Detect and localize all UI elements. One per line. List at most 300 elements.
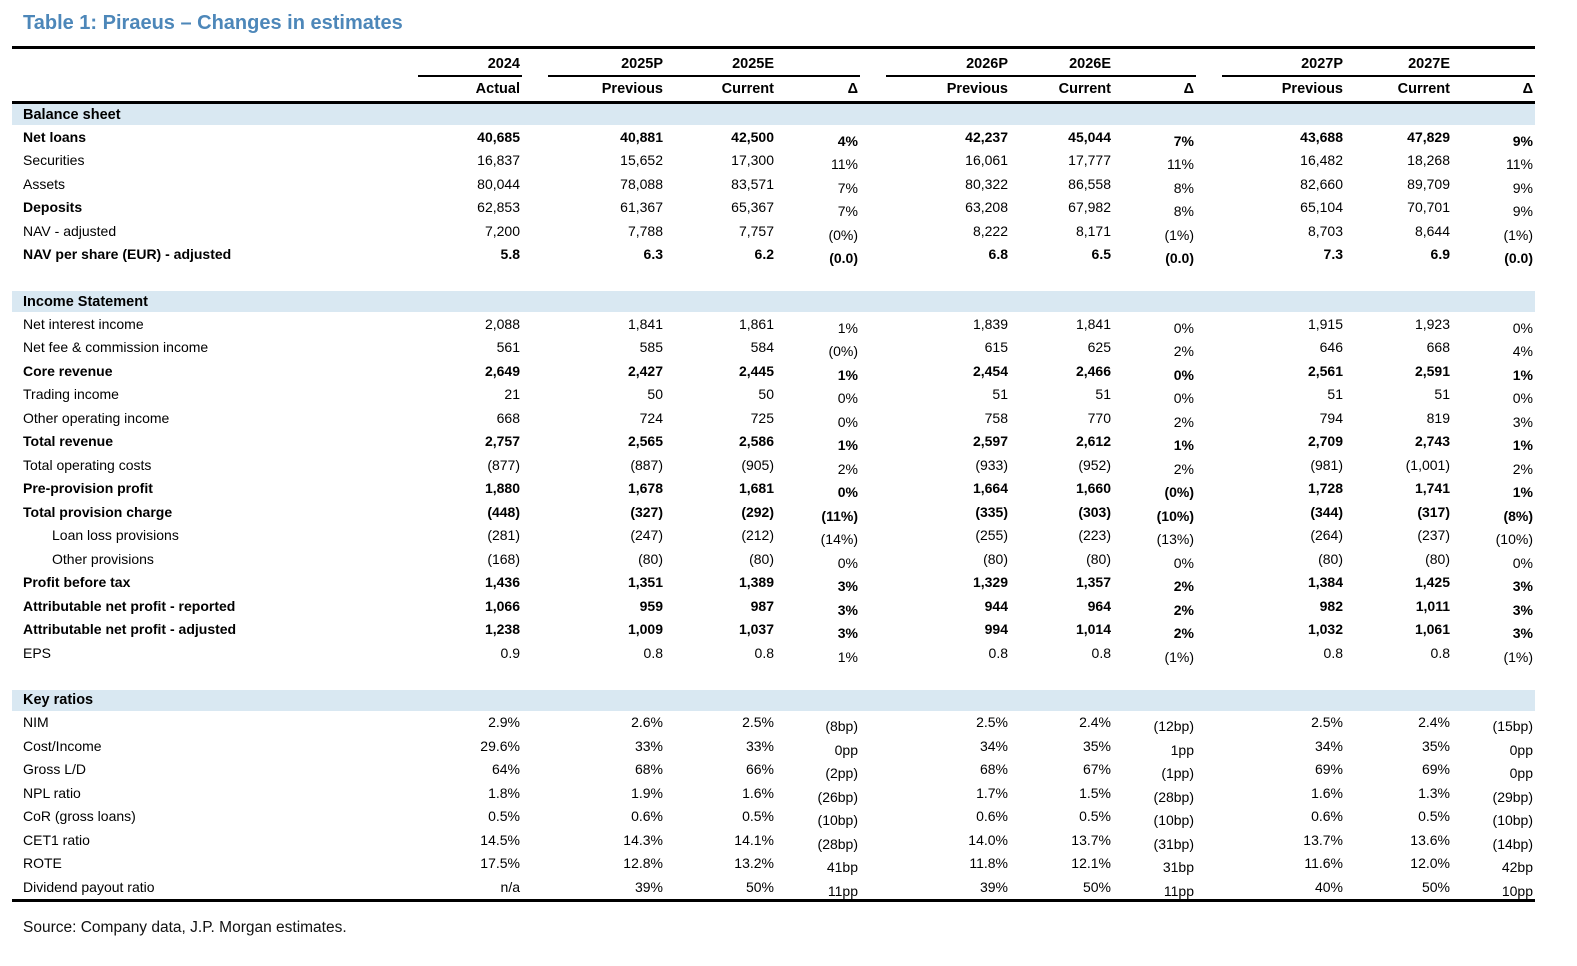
year-2027e: 2027E — [1345, 48, 1452, 78]
value-cell: (255) — [975, 527, 1008, 544]
table-row — [12, 196, 1535, 220]
row-label: Total operating costs — [23, 456, 152, 473]
delta-cell: 42bp — [1501, 859, 1533, 876]
value-cell: 1.9% — [631, 784, 663, 801]
value-cell: 8,644 — [1414, 222, 1450, 239]
value-cell: 7,757 — [738, 222, 774, 239]
value-cell: (981) — [1310, 456, 1343, 473]
value-cell: 14.0% — [968, 831, 1008, 848]
section-title: Income Statement — [12, 291, 1535, 312]
row-label: Cost/Income — [23, 737, 102, 754]
value-cell: 0.8 — [1091, 644, 1111, 661]
delta-cell: 0pp — [1509, 741, 1533, 758]
row-label: Dividend payout ratio — [23, 878, 155, 895]
row-label: Loan loss provisions — [52, 527, 179, 544]
delta-cell: (2pp) — [825, 765, 858, 782]
value-cell: 6.3 — [643, 246, 663, 263]
value-cell: (1,001) — [1405, 456, 1450, 473]
value-cell: 35% — [1421, 737, 1450, 754]
value-cell: 6.5 — [1091, 246, 1111, 263]
table-row — [12, 477, 1535, 501]
value-cell: 819 — [1426, 409, 1450, 426]
value-cell: 1,861 — [738, 315, 774, 332]
value-cell: (292) — [741, 503, 774, 520]
value-cell: 1,014 — [1075, 621, 1111, 638]
col-delta-2025: Δ — [776, 77, 860, 103]
delta-cell: (12bp) — [1153, 718, 1194, 735]
delta-cell: 0% — [1173, 554, 1194, 571]
col-delta-2027: Δ — [1452, 77, 1535, 103]
value-cell: 42,237 — [965, 128, 1008, 145]
value-cell: (317) — [1417, 503, 1450, 520]
value-cell: (887) — [630, 456, 663, 473]
value-cell: 16,482 — [1300, 152, 1343, 169]
value-cell: 83,571 — [731, 175, 774, 192]
value-cell: 40% — [1314, 878, 1343, 895]
value-cell: 1,923 — [1414, 315, 1450, 332]
value-cell: (281) — [487, 527, 520, 544]
value-cell: 69% — [1421, 761, 1450, 778]
value-cell: 5.8 — [500, 246, 520, 263]
value-cell: 86,558 — [1068, 175, 1111, 192]
value-cell: 13.2% — [734, 855, 774, 872]
value-cell: (80) — [638, 550, 663, 567]
value-cell: 35% — [1082, 737, 1111, 754]
value-cell: 7,200 — [484, 222, 520, 239]
value-cell: 18,268 — [1407, 152, 1450, 169]
value-cell: 2.6% — [631, 714, 663, 731]
value-cell: 964 — [1087, 597, 1111, 614]
row-label: Net interest income — [23, 315, 144, 332]
value-cell: 1,351 — [627, 574, 663, 591]
value-cell: 50% — [1082, 878, 1111, 895]
delta-cell: 0pp — [1509, 765, 1533, 782]
value-cell: 1,839 — [972, 315, 1008, 332]
value-cell: 1,384 — [1307, 574, 1343, 591]
section-spacer — [12, 266, 1535, 291]
value-cell: 585 — [639, 339, 663, 356]
delta-cell: (0%) — [1164, 484, 1194, 501]
value-cell: 50 — [758, 386, 774, 403]
delta-cell: 11% — [1506, 156, 1533, 173]
delta-cell: 3% — [1512, 578, 1533, 595]
value-cell: 1,066 — [484, 597, 520, 614]
value-cell: 2.4% — [1079, 714, 1111, 731]
value-cell: 63,208 — [965, 199, 1008, 216]
row-label: CoR (gross loans) — [23, 808, 136, 825]
delta-cell: 1% — [1512, 484, 1533, 501]
year-2026e: 2026E — [1010, 48, 1113, 78]
table-row — [12, 172, 1535, 196]
value-cell: 69% — [1314, 761, 1343, 778]
delta-cell: (10%) — [1156, 507, 1194, 524]
delta-cell: 11pp — [827, 882, 858, 899]
delta-cell: 1% — [1173, 437, 1194, 454]
value-cell: 1.3% — [1418, 784, 1450, 801]
value-cell: 17,777 — [1068, 152, 1111, 169]
delta-cell: 4% — [1512, 343, 1533, 360]
value-cell: (223) — [1078, 527, 1111, 544]
delta-cell: 10pp — [1501, 882, 1533, 899]
delta-cell: 7% — [1173, 132, 1194, 149]
delta-cell: (10bp) — [1153, 812, 1194, 829]
value-cell: 1,357 — [1075, 574, 1111, 591]
value-cell: 794 — [1319, 409, 1343, 426]
table-row — [12, 828, 1535, 852]
col-delta-2026: Δ — [1113, 77, 1196, 103]
value-cell: 2.9% — [488, 714, 520, 731]
value-cell: 0.6% — [631, 808, 663, 825]
row-label: ROTE — [23, 855, 62, 872]
value-cell: 1,329 — [972, 574, 1008, 591]
delta-cell: 0pp — [834, 741, 858, 758]
value-cell: 1,037 — [738, 621, 774, 638]
value-cell: (327) — [630, 503, 663, 520]
value-cell: 982 — [1319, 597, 1343, 614]
value-cell: 64% — [491, 761, 520, 778]
year-2024: 2024 — [418, 48, 522, 78]
value-cell: 11.6% — [1304, 855, 1343, 872]
value-cell: 2,612 — [1075, 433, 1111, 450]
value-cell: 1,436 — [484, 574, 520, 591]
delta-cell: 0% — [837, 554, 858, 571]
value-cell: 2,586 — [738, 433, 774, 450]
row-label: Securities — [23, 152, 85, 169]
value-cell: 1,011 — [1415, 597, 1450, 614]
table-row — [12, 547, 1535, 571]
value-cell: 8,222 — [972, 222, 1008, 239]
delta-cell: 3% — [1512, 601, 1533, 618]
value-cell: 68% — [979, 761, 1008, 778]
value-cell: 2.5% — [976, 714, 1008, 731]
delta-cell: (28bp) — [1153, 788, 1194, 805]
value-cell: n/a — [500, 878, 520, 895]
delta-cell: 4% — [837, 132, 858, 149]
year-2027p: 2027P — [1196, 48, 1345, 78]
table-row — [12, 734, 1535, 758]
delta-cell: (29bp) — [1492, 788, 1533, 805]
value-cell: 13.7% — [1071, 831, 1111, 848]
value-cell: 1,880 — [484, 480, 520, 497]
value-cell: 0.8 — [643, 644, 663, 661]
value-cell: 29.6% — [480, 737, 520, 754]
delta-cell: (0.0) — [1504, 250, 1533, 267]
value-cell: 625 — [1087, 339, 1111, 356]
value-cell: 2,597 — [972, 433, 1008, 450]
value-cell: 2.5% — [742, 714, 774, 731]
value-cell: 1.5% — [1079, 784, 1111, 801]
row-label: Other operating income — [23, 409, 170, 426]
value-cell: 1.7% — [976, 784, 1008, 801]
table-header — [12, 48, 1535, 103]
table-row — [12, 781, 1535, 805]
value-cell: (877) — [487, 456, 520, 473]
value-cell: 0.5% — [1418, 808, 1450, 825]
value-cell: (264) — [1310, 527, 1343, 544]
row-label: Assets — [23, 175, 66, 192]
value-cell: (80) — [749, 550, 774, 567]
value-cell: 2,591 — [1414, 362, 1450, 379]
value-cell: 12.1% — [1071, 855, 1111, 872]
table-row — [12, 243, 1535, 267]
value-cell: 40,685 — [477, 128, 520, 145]
table-row — [12, 524, 1535, 548]
delta-cell: 0% — [1512, 554, 1533, 571]
delta-cell: 8% — [1173, 179, 1194, 196]
delta-cell: (14bp) — [1492, 835, 1533, 852]
value-cell: 51 — [1095, 386, 1111, 403]
value-cell: 67,982 — [1068, 199, 1111, 216]
estimates-table — [12, 46, 1535, 902]
value-cell: 2,466 — [1075, 362, 1111, 379]
delta-cell: (10%) — [1495, 531, 1533, 548]
value-cell: 668 — [1426, 339, 1450, 356]
delta-cell: 2% — [1173, 578, 1194, 595]
table-row — [12, 875, 1535, 900]
delta-cell: 3% — [837, 625, 858, 642]
row-label: Profit before tax — [23, 574, 131, 591]
delta-cell: (13%) — [1156, 531, 1194, 548]
table-row — [12, 805, 1535, 829]
delta-cell: (0.0) — [1165, 250, 1194, 267]
table-row — [12, 618, 1535, 642]
value-cell: 33% — [634, 737, 663, 754]
value-cell: 668 — [496, 409, 520, 426]
delta-cell: 1% — [837, 437, 858, 454]
value-cell: 1,009 — [627, 621, 663, 638]
value-cell: 50 — [647, 386, 663, 403]
value-cell: (80) — [983, 550, 1008, 567]
row-label: Total provision charge — [23, 503, 173, 520]
source-note: Source: Company data, J.P. Morgan estimates. — [23, 918, 347, 936]
col-previous-2025: Previous — [522, 77, 665, 103]
table-row — [12, 571, 1535, 595]
delta-cell: (1%) — [1164, 226, 1194, 243]
row-label: Deposits — [23, 199, 83, 216]
delta-cell: 0% — [837, 413, 858, 430]
table-row — [12, 336, 1535, 360]
delta-cell: 2% — [1173, 625, 1194, 642]
delta-cell: 41bp — [826, 859, 858, 876]
year-delta-1 — [776, 48, 860, 78]
value-cell: 0.8 — [1323, 644, 1343, 661]
section-title: Balance sheet — [12, 103, 1535, 126]
row-label: Net fee & commission income — [23, 339, 209, 356]
year-header-row — [12, 48, 1535, 78]
value-cell: 14.3% — [623, 831, 663, 848]
value-cell: 16,837 — [477, 152, 520, 169]
value-cell: 987 — [750, 597, 774, 614]
delta-cell: 11% — [831, 156, 858, 173]
table-row — [12, 219, 1535, 243]
value-cell: 39% — [634, 878, 663, 895]
row-label: Attributable net profit - reported — [23, 597, 236, 614]
delta-cell: 9% — [1512, 132, 1533, 149]
value-cell: 80,322 — [965, 175, 1008, 192]
value-cell: 17.5% — [480, 855, 520, 872]
value-cell: 0.6% — [976, 808, 1008, 825]
section-spacer — [12, 665, 1535, 690]
delta-cell: 0% — [1512, 390, 1533, 407]
delta-cell: 0% — [1173, 366, 1194, 383]
value-cell: (344) — [1310, 503, 1343, 520]
value-cell: 2,743 — [1414, 433, 1450, 450]
value-cell: 1.6% — [1311, 784, 1343, 801]
value-cell: 2,561 — [1307, 362, 1343, 379]
value-cell: 62,853 — [477, 199, 520, 216]
table-row — [12, 852, 1535, 876]
value-cell: 0.9 — [500, 644, 520, 661]
year-2025p: 2025P — [522, 48, 665, 78]
value-cell: 89,709 — [1407, 175, 1450, 192]
year-delta-2 — [1113, 48, 1196, 78]
table-title: Table 1: Piraeus – Changes in estimates — [23, 12, 403, 34]
table-row — [12, 430, 1535, 454]
delta-cell: 0% — [1173, 390, 1194, 407]
value-cell: 21 — [504, 386, 520, 403]
delta-cell: 7% — [837, 203, 858, 220]
value-cell: (335) — [975, 503, 1008, 520]
table-row — [12, 359, 1535, 383]
table-row — [12, 383, 1535, 407]
value-cell: 6.2 — [754, 246, 774, 263]
value-cell: 2,757 — [484, 433, 520, 450]
value-cell: 1,681 — [738, 480, 774, 497]
value-cell: 66% — [745, 761, 774, 778]
delta-cell: (8bp) — [825, 718, 858, 735]
table-body — [12, 103, 1535, 901]
value-cell: 1,664 — [972, 480, 1008, 497]
value-cell: 13.6% — [1410, 831, 1450, 848]
table-row — [12, 125, 1535, 149]
value-cell: 0.6% — [1311, 808, 1343, 825]
delta-cell: 3% — [1512, 413, 1533, 430]
value-cell: (933) — [975, 456, 1008, 473]
delta-cell: (0%) — [828, 343, 858, 360]
delta-cell: 1% — [837, 648, 858, 665]
value-cell: 6.8 — [988, 246, 1008, 263]
value-cell: 50% — [1421, 878, 1450, 895]
value-cell: 12.0% — [1410, 855, 1450, 872]
row-label: Pre-provision profit — [23, 480, 153, 497]
section-header-row — [12, 690, 1535, 711]
delta-cell: (11%) — [821, 507, 858, 524]
delta-cell: (15bp) — [1492, 718, 1533, 735]
value-cell: 646 — [1319, 339, 1343, 356]
value-cell: 2.4% — [1418, 714, 1450, 731]
value-cell: (80) — [1318, 550, 1343, 567]
table-row — [12, 312, 1535, 336]
value-cell: 82,660 — [1300, 175, 1343, 192]
section-header-row — [12, 291, 1535, 312]
delta-cell: (31bp) — [1153, 835, 1194, 852]
delta-cell: 2% — [1173, 413, 1194, 430]
col-current-2027: Current — [1345, 77, 1452, 103]
value-cell: (237) — [1417, 527, 1450, 544]
delta-cell: 2% — [1512, 460, 1533, 477]
value-cell: 45,044 — [1068, 128, 1111, 145]
value-cell: 1,389 — [738, 574, 774, 591]
value-cell: 0.5% — [1079, 808, 1111, 825]
delta-cell: (14%) — [820, 531, 858, 548]
value-cell: 40,881 — [620, 128, 663, 145]
row-label: Attributable net profit - adjusted — [23, 621, 237, 638]
value-cell: (905) — [741, 456, 774, 473]
value-cell: 8,171 — [1075, 222, 1111, 239]
value-cell: 15,652 — [620, 152, 663, 169]
table-row — [12, 758, 1535, 782]
value-cell: 17,300 — [731, 152, 774, 169]
delta-cell: (1%) — [1503, 648, 1533, 665]
delta-cell: 0% — [1173, 319, 1194, 336]
value-cell: 13.7% — [1303, 831, 1343, 848]
table-row — [12, 641, 1535, 665]
subheader-spacer — [12, 77, 418, 103]
value-cell: 725 — [750, 409, 774, 426]
value-cell: 561 — [496, 339, 520, 356]
delta-cell: 0% — [837, 390, 858, 407]
value-cell: 724 — [639, 409, 663, 426]
delta-cell: 11pp — [1163, 882, 1194, 899]
row-label: NAV - adjusted — [23, 222, 117, 239]
year-2025e: 2025E — [665, 48, 776, 78]
delta-cell: (0%) — [828, 226, 858, 243]
table-row — [12, 711, 1535, 735]
value-cell: 1,841 — [627, 315, 663, 332]
value-cell: 1,915 — [1307, 315, 1343, 332]
value-cell: 2,088 — [484, 315, 520, 332]
value-cell: 959 — [639, 597, 663, 614]
delta-cell: (8%) — [1503, 507, 1533, 524]
year-2026p: 2026P — [860, 48, 1010, 78]
value-cell: 0.8 — [988, 644, 1008, 661]
value-cell: 1,032 — [1307, 621, 1343, 638]
delta-cell: 2% — [1173, 601, 1194, 618]
delta-cell: 2% — [837, 460, 858, 477]
col-current-2025: Current — [665, 77, 776, 103]
value-cell: 615 — [984, 339, 1008, 356]
delta-cell: (28bp) — [817, 835, 858, 852]
delta-cell: (1pp) — [1161, 765, 1194, 782]
row-label: Trading income — [23, 386, 119, 403]
value-cell: 61,367 — [620, 199, 663, 216]
delta-cell: 3% — [837, 601, 858, 618]
delta-cell: 9% — [1512, 203, 1533, 220]
value-cell: (212) — [741, 527, 774, 544]
value-cell: 1,660 — [1075, 480, 1111, 497]
value-cell: 1,678 — [627, 480, 663, 497]
value-cell: 994 — [984, 621, 1008, 638]
value-cell: 11.8% — [969, 855, 1008, 872]
value-cell: 50% — [745, 878, 774, 895]
value-cell: 1,728 — [1307, 480, 1343, 497]
col-actual: Actual — [418, 77, 522, 103]
table-row — [12, 453, 1535, 477]
delta-cell: 3% — [1512, 625, 1533, 642]
value-cell: 2,709 — [1307, 433, 1343, 450]
value-cell: (952) — [1078, 456, 1111, 473]
value-cell: 39% — [979, 878, 1008, 895]
row-label: NIM — [23, 714, 49, 731]
value-cell: 2,565 — [627, 433, 663, 450]
value-cell: 65,104 — [1300, 199, 1343, 216]
value-cell: 0.5% — [742, 808, 774, 825]
value-cell: 43,688 — [1300, 128, 1343, 145]
row-label: NPL ratio — [23, 784, 81, 801]
value-cell: 944 — [984, 597, 1008, 614]
value-cell: 1,238 — [484, 621, 520, 638]
delta-cell: (26bp) — [817, 788, 858, 805]
